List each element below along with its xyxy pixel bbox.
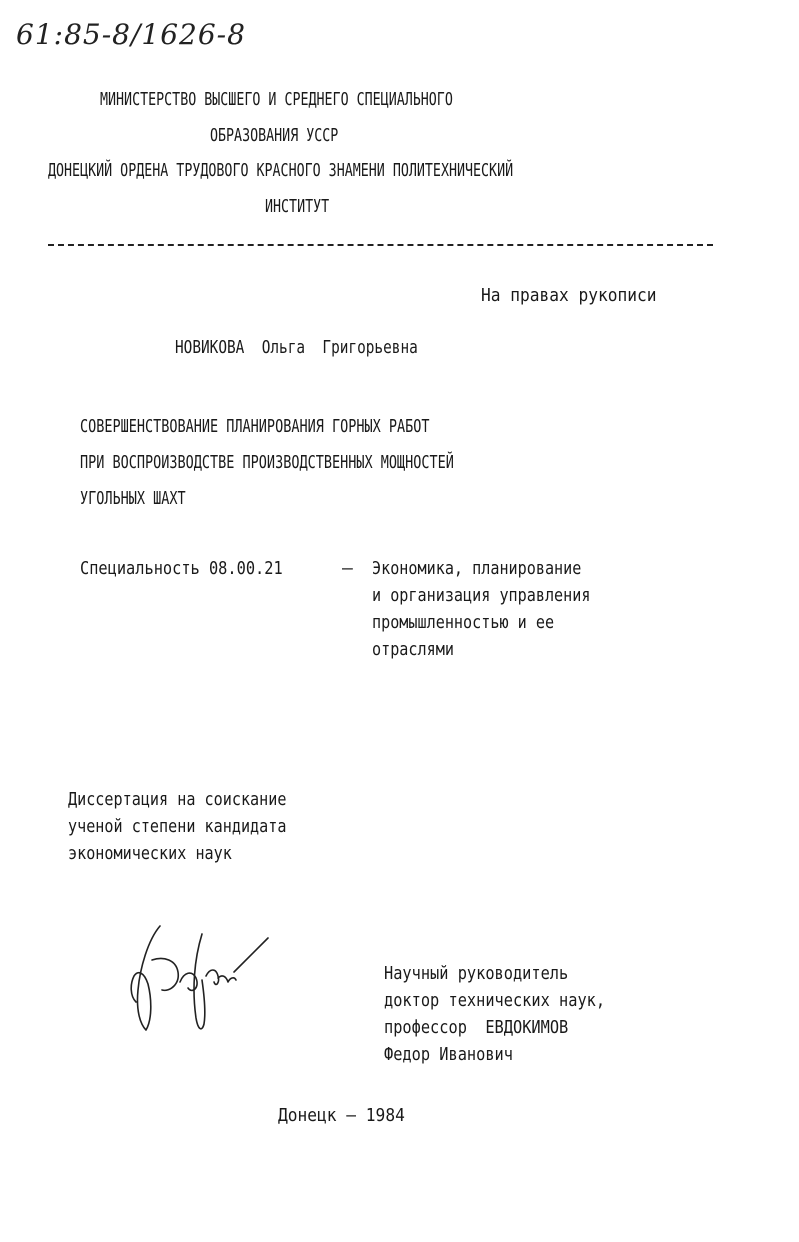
author-patronymic: Григорьевна [322, 337, 418, 358]
title-line-1: СОВЕРШЕНСТВОВАНИЕ ПЛАНИРОВАНИЯ ГОРНЫХ РАБОТ [80, 416, 430, 437]
header-line-1: МИНИСТЕРСТВО ВЫСШЕГО И СРЕДНЕГО СПЕЦИАЛЬНОГО [100, 89, 453, 110]
specialty-line-2: и организация управления [372, 585, 591, 606]
specialty-line-4: отраслями [372, 639, 454, 660]
title-line-3: УГОЛЬНЫХ ШАХТ [80, 488, 186, 509]
specialty-code: 08.00.21 [208, 558, 283, 579]
specialty-line-3: промышленностью и ее [372, 612, 555, 633]
author-surname: НОВИКОВА [175, 337, 245, 358]
year: 1984 [365, 1105, 405, 1126]
footer-dash: – [346, 1105, 357, 1126]
city: Донецк [278, 1105, 337, 1126]
supervisor-line-2: доктор технических наук, [384, 990, 606, 1011]
supervisor-surname: ЕВДОКИМОВ [485, 1017, 569, 1038]
specialty-dash: – [342, 558, 353, 579]
header-line-2: ОБРАЗОВАНИЯ УССР [210, 125, 339, 146]
specialty-label: Специальность [80, 558, 200, 579]
archive-code: 61:85-8/1626-8 [16, 18, 246, 51]
dashed-divider [48, 244, 713, 246]
header-line-3: ДОНЕЦКИЙ ОРДЕНА ТРУДОВОГО КРАСНОГО ЗНАМЕНИ ПОЛИТЕХНИЧЕСКИЙ [48, 160, 514, 181]
title-line-2: ПРИ ВОСПРОИЗВОДСТВЕ ПРОИЗВОДСТВЕННЫХ МОЩНОСТЕЙ [80, 452, 454, 473]
degree-line-1: Диссертация на соискание [68, 789, 287, 810]
rights-note: На правах рукописи [481, 285, 657, 306]
city-year [278, 1105, 419, 1127]
header-line-4: ИНСТИТУТ [265, 196, 330, 217]
supervisor-line-4: Федор Иванович [384, 1044, 513, 1065]
author-name [175, 337, 478, 359]
degree-line-2: ученой степени кандидата [68, 816, 287, 837]
author-signature [118, 920, 278, 1050]
degree-line-3: экономических наук [68, 843, 232, 864]
supervisor-title: профессор [384, 1017, 467, 1038]
author-first-name: Ольга [261, 337, 306, 358]
specialty-line-1: Экономика, планирование [372, 558, 582, 579]
supervisor-line-1: Научный руководитель [384, 963, 569, 984]
